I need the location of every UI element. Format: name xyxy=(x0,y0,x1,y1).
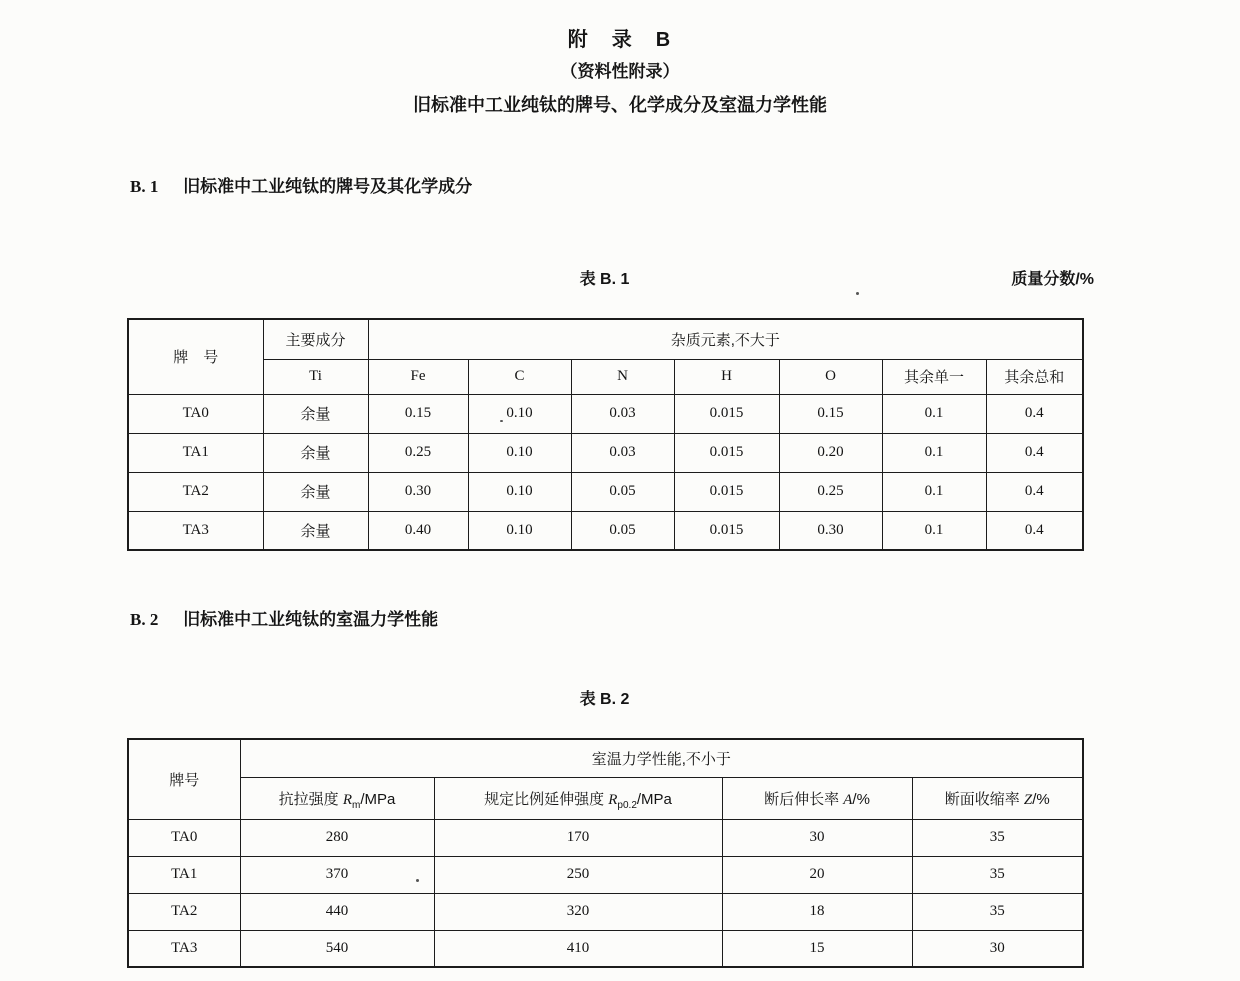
symbol: A xyxy=(843,791,853,808)
value-cell: 170 xyxy=(434,819,722,856)
unit-suffix: /MPa xyxy=(360,790,396,808)
header-c: C xyxy=(468,359,571,394)
appendix-title: 附 录 B xyxy=(567,29,673,51)
value-cell: 0.4 xyxy=(986,511,1083,550)
value-cell: 0.4 xyxy=(986,433,1083,472)
value-cell: 18 xyxy=(722,893,912,930)
symbol-subscript: m xyxy=(351,799,361,811)
value-cell: 320 xyxy=(434,893,722,930)
value-cell: 410 xyxy=(434,930,722,967)
value-cell: 0.20 xyxy=(779,433,882,472)
header-proof-strength xyxy=(434,777,722,819)
grade-cell: TA1 xyxy=(128,433,263,472)
value-cell: 540 xyxy=(240,930,434,967)
unit-suffix: /% xyxy=(1032,790,1050,808)
table-b1-caption: 表 B. 1 xyxy=(579,271,630,288)
value-cell: 0.05 xyxy=(571,472,674,511)
grade-cell: TA3 xyxy=(128,511,263,550)
header-h: H xyxy=(674,359,779,394)
value-cell: 0.30 xyxy=(779,511,882,550)
section-heading-b2 xyxy=(130,605,438,630)
value-cell: 20 xyxy=(722,856,912,893)
header-o: O xyxy=(779,359,882,394)
value-cell: 0.03 xyxy=(571,433,674,472)
value-cell: 0.10 xyxy=(468,511,571,550)
value-cell: 0.15 xyxy=(779,394,882,433)
symbol: R xyxy=(342,791,352,808)
symbol: R xyxy=(608,791,618,808)
value-cell: 15 xyxy=(722,930,912,967)
header-elongation xyxy=(722,777,912,819)
section-title: 旧标准中工业纯钛的室温力学性能 xyxy=(183,610,439,629)
value-cell: 30 xyxy=(912,930,1083,967)
header-n: N xyxy=(571,359,674,394)
header-main-component: 主要成分 xyxy=(263,319,368,359)
ti-cell: 余量 xyxy=(263,394,368,433)
header-other-single: 其余单一 xyxy=(882,359,986,394)
table-row xyxy=(128,930,1083,967)
value-cell: 35 xyxy=(912,856,1083,893)
unit-suffix: /% xyxy=(852,790,870,808)
value-cell: 0.40 xyxy=(368,511,468,550)
section-number: B. 1 xyxy=(130,177,159,196)
value-cell: 0.10 xyxy=(468,472,571,511)
section-heading-b1 xyxy=(130,172,472,197)
header-ti: Ti xyxy=(263,359,368,394)
header-properties-group: 室温力学性能,不小于 xyxy=(240,739,1083,777)
value-cell: 0.15 xyxy=(368,394,468,433)
value-cell: 35 xyxy=(912,819,1083,856)
value-cell: 35 xyxy=(912,893,1083,930)
column-label-text: 规定比例延伸强度 xyxy=(484,790,609,808)
value-cell: 0.1 xyxy=(882,511,986,550)
header-fe: Fe xyxy=(368,359,468,394)
value-cell: 250 xyxy=(434,856,722,893)
value-cell: 0.1 xyxy=(882,394,986,433)
value-cell: 0.05 xyxy=(571,511,674,550)
value-cell: 0.03 xyxy=(571,394,674,433)
ti-cell: 余量 xyxy=(263,472,368,511)
scan-speck xyxy=(416,879,419,882)
appendix-heading: 旧标准中工业纯钛的牌号、化学成分及室温力学性能 xyxy=(413,95,827,115)
ti-cell: 余量 xyxy=(263,433,368,472)
table-row xyxy=(128,433,1083,472)
section-title: 旧标准中工业纯钛的牌号及其化学成分 xyxy=(183,177,473,196)
table-b1-chemical-composition xyxy=(127,318,1084,551)
header-reduction-of-area xyxy=(912,777,1083,819)
value-cell: 0.25 xyxy=(368,433,468,472)
value-cell: 0.015 xyxy=(674,433,779,472)
column-label-text: 断后伸长率 xyxy=(764,790,844,808)
grade-cell: TA0 xyxy=(128,819,240,856)
header-tensile-strength xyxy=(240,777,434,819)
value-cell: 0.015 xyxy=(674,511,779,550)
table-row xyxy=(128,394,1083,433)
value-cell: 30 xyxy=(722,819,912,856)
value-cell: 0.10 xyxy=(468,433,571,472)
value-cell: 280 xyxy=(240,819,434,856)
table-row xyxy=(128,511,1083,550)
value-cell: 0.015 xyxy=(674,394,779,433)
header-other-total: 其余总和 xyxy=(986,359,1083,394)
appendix-subtitle: （资料性附录） xyxy=(560,62,680,81)
value-cell: 0.4 xyxy=(986,394,1083,433)
grade-cell: TA0 xyxy=(128,394,263,433)
unit-suffix: /MPa xyxy=(636,790,672,808)
value-cell: 0.015 xyxy=(674,472,779,511)
value-cell: 0.1 xyxy=(882,472,986,511)
header-grade: 牌 号 xyxy=(128,319,263,394)
column-label-text: 抗拉强度 xyxy=(278,790,343,808)
grade-cell: TA2 xyxy=(128,893,240,930)
table-row xyxy=(128,893,1083,930)
value-cell: 0.30 xyxy=(368,472,468,511)
scan-speck xyxy=(500,420,503,422)
grade-cell: TA2 xyxy=(128,472,263,511)
symbol-subscript: p0.2 xyxy=(617,799,637,811)
table-b2-caption: 表 B. 2 xyxy=(579,691,630,708)
grade-cell: TA1 xyxy=(128,856,240,893)
table-row xyxy=(128,819,1083,856)
value-cell: 440 xyxy=(240,893,434,930)
value-cell: 0.25 xyxy=(779,472,882,511)
appendix-title-block xyxy=(0,24,1240,122)
table-b1-unit-note: 质量分数/% xyxy=(1011,271,1094,288)
header-grade: 牌号 xyxy=(128,739,240,819)
grade-cell: TA3 xyxy=(128,930,240,967)
ti-cell: 余量 xyxy=(263,511,368,550)
value-cell: 0.4 xyxy=(986,472,1083,511)
scan-speck xyxy=(856,292,859,295)
table-row xyxy=(128,856,1083,893)
symbol: Z xyxy=(1023,791,1033,808)
column-label-text: 断面收缩率 xyxy=(944,790,1024,808)
table-b2-mechanical-properties xyxy=(127,738,1084,968)
value-cell: 0.1 xyxy=(882,433,986,472)
value-cell: 0.10 xyxy=(468,394,571,433)
header-impurities-group: 杂质元素,不大于 xyxy=(368,319,1083,359)
value-cell: 370 xyxy=(240,856,434,893)
section-number: B. 2 xyxy=(130,610,159,629)
table-row xyxy=(128,472,1083,511)
